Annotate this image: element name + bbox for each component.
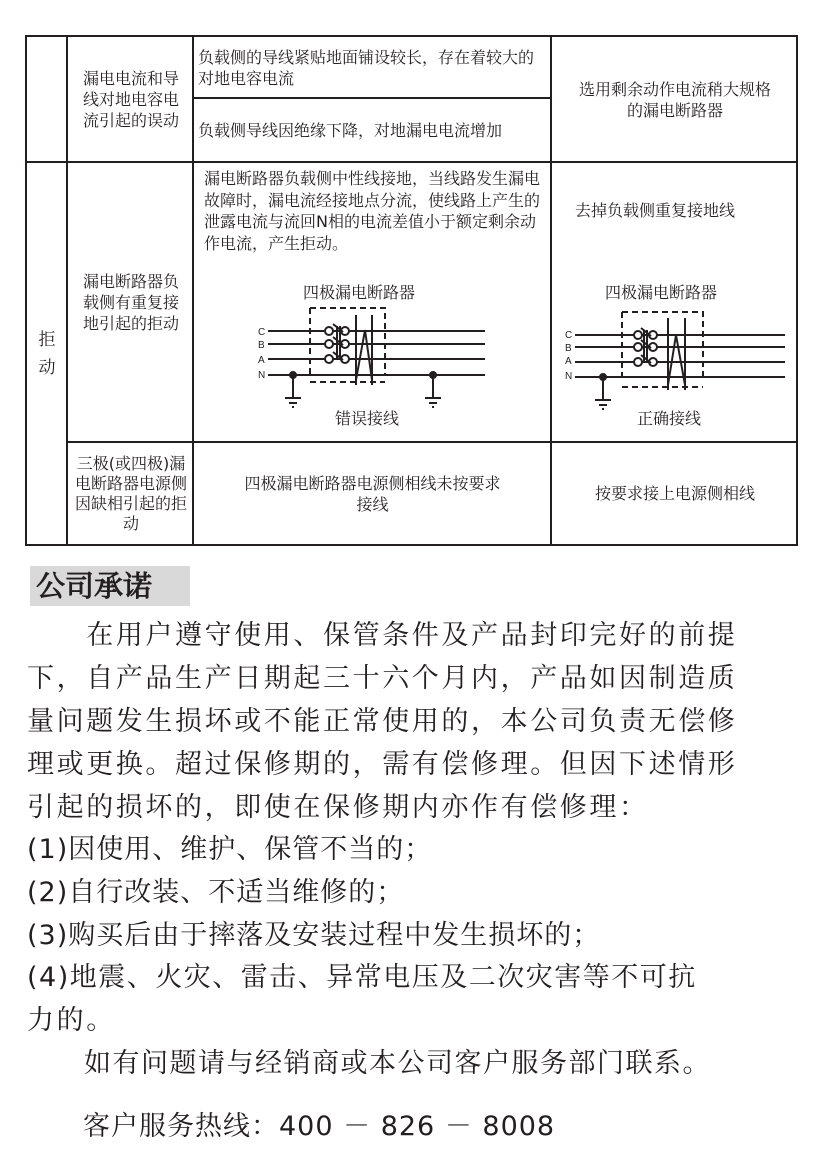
phase-label: A <box>258 355 265 366</box>
text-line: (4)地震、火灾、雷击、异常电压及二次灾害等不可抗 <box>27 962 697 993</box>
phase-label: C <box>258 327 266 338</box>
correct-wiring-diagram <box>555 300 795 415</box>
cause-cell: 三极(或四极)漏电断路器电源侧因缺相引起的拒动 <box>74 453 187 533</box>
wrong-wiring-diagram <box>245 300 505 415</box>
text-line: (1)因使用、维护、保管不当的； <box>27 834 433 865</box>
reason-cell: 负载侧导线因绝缘下降，对地漏电电流增加 <box>198 120 503 140</box>
reason-cell: 漏电断路器负载侧中性线接地，当线路发生漏电故障时，漏电流经接地点分流，使线路上产生的泄露电流与流回N相的电流差值小于额定剩余动作电流，产生拒动。 <box>204 169 541 253</box>
solution-cell: 去掉负载侧重复接地线 <box>575 201 736 220</box>
solution-cell: 选用剩余动作电流稍大规格的漏电断路器 <box>578 79 771 120</box>
text-line: (3)购买后由于摔落及安装过程中发生损坏的； <box>27 920 601 951</box>
diagram-title: 四极漏电断路器 <box>605 283 718 302</box>
text-line: (2)自行改装、不适当维修的； <box>27 877 405 908</box>
reason-cell: 负载侧的导线紧贴地面铺设较长，存在着较大的对地电容电流 <box>198 47 535 88</box>
text-line: 在用户遵守使用、保管条件及产品封印完好的前提 <box>27 620 738 651</box>
diagram-caption: 错误接线 <box>335 409 400 428</box>
phase-label: N <box>258 370 266 381</box>
hotline-line: 客户服务热线：400 － 826 － 8008 <box>27 1111 556 1142</box>
text-line: 如有问题请与经销商或本公司客户服务部门联系。 <box>27 1048 711 1079</box>
phase-label: B <box>565 343 572 354</box>
section-heading: 公司承诺 <box>30 566 190 606</box>
text-line: 下，自产品生产日期起三十六个月内，产品如因制造质 <box>27 663 738 694</box>
phase-label: B <box>258 340 265 351</box>
text-line: 力的。 <box>27 1005 116 1036</box>
text-line: 引起的损坏的，即使在保修期内亦作有偿修理： <box>27 792 649 823</box>
text-line: 量问题发生损坏或不能正常使用的，本公司负责无偿修 <box>27 706 738 737</box>
cause-cell: 漏电断路器负载侧有重复接地引起的拒动 <box>82 271 179 333</box>
solution-cell: 按要求接上电源侧相线 <box>594 484 755 503</box>
diagram-caption: 正确接线 <box>637 409 702 428</box>
phase-label: C <box>565 330 573 341</box>
category-cell: 拒动 <box>38 329 56 378</box>
reason-cell: 四极漏电断路器电源侧相线未按要求接线 <box>244 473 501 514</box>
diagram-title: 四极漏电断路器 <box>303 283 416 302</box>
phase-label: A <box>565 356 572 367</box>
phase-label: N <box>565 371 573 382</box>
text-line: 理或更换。超过保修期的，需有偿修理。但因下述情形 <box>27 749 738 780</box>
cause-cell: 漏电电流和导线对地电容电流引起的误动 <box>82 69 179 130</box>
